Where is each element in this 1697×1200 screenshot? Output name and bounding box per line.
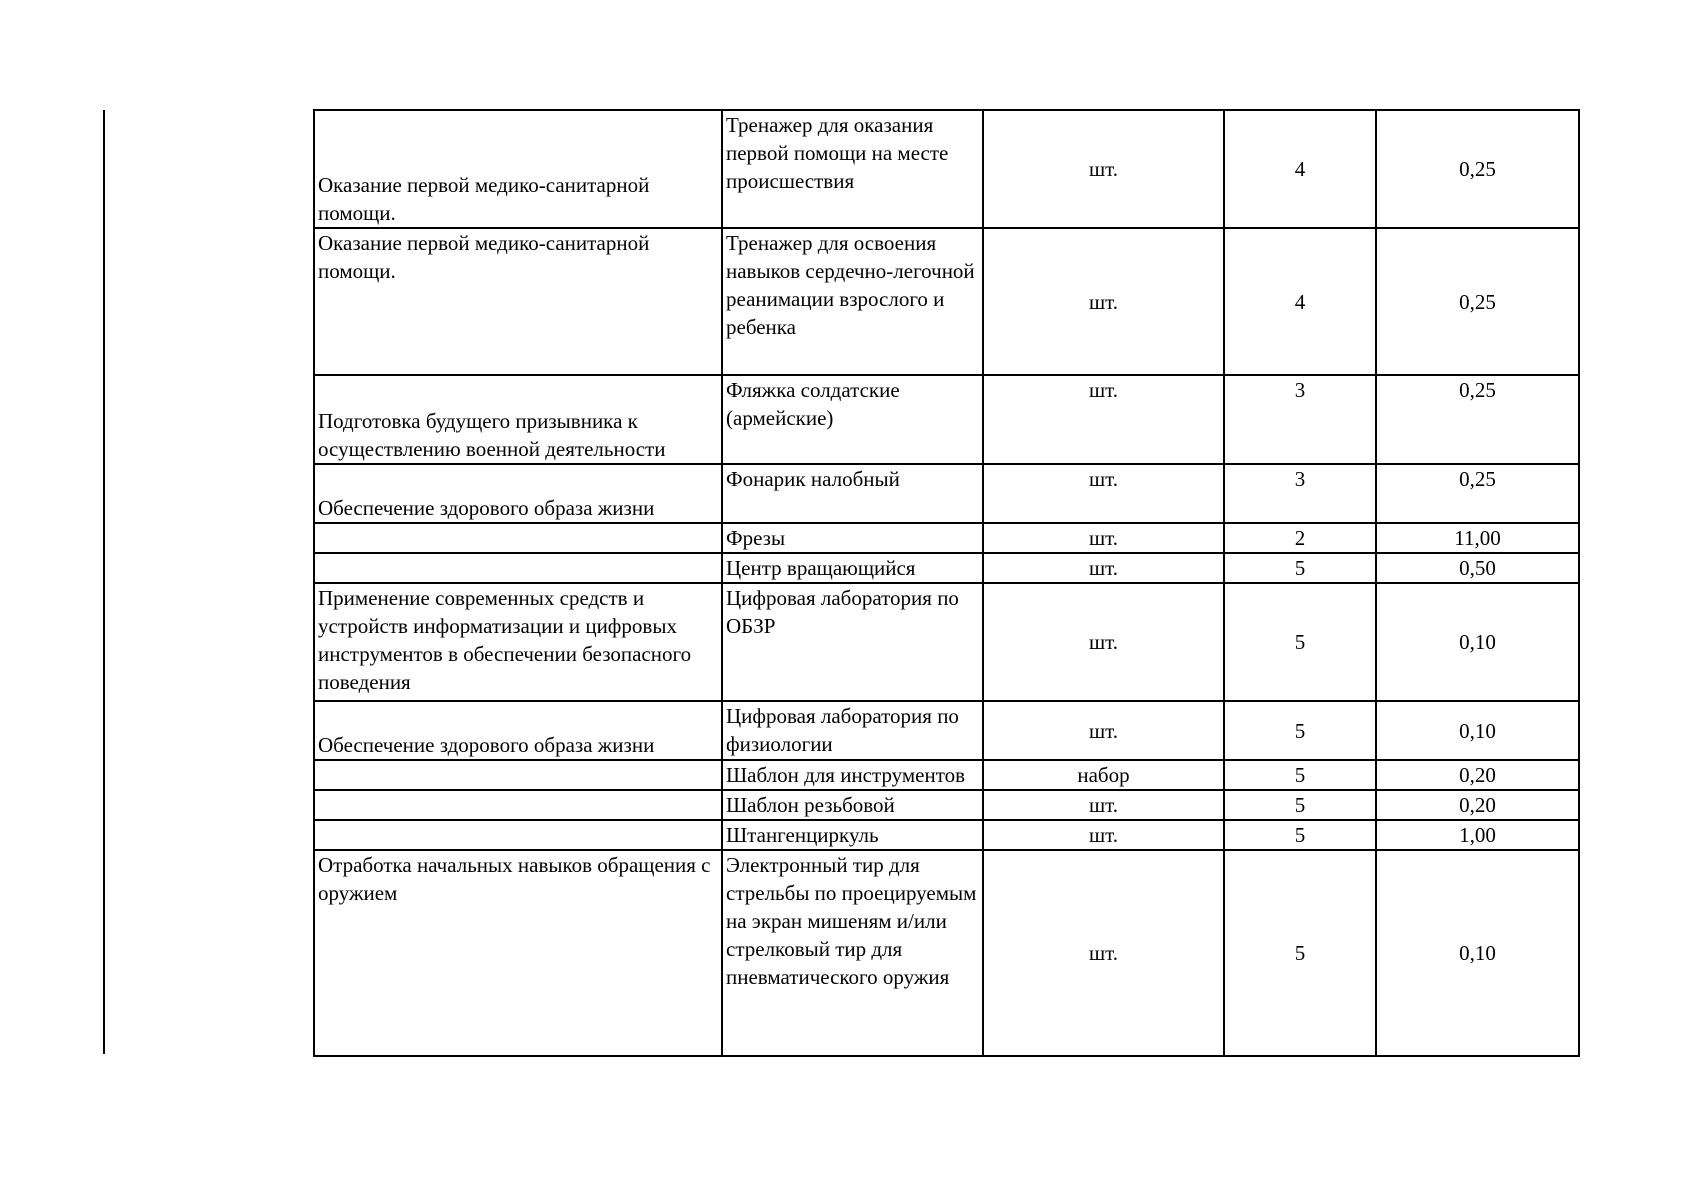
item-name-cell: Тренажер для оказания первой помощи на месте происшествия <box>722 110 983 228</box>
item-name-cell: Фонарик налобный <box>722 464 983 523</box>
item-name-cell: Шаблон для инструментов <box>722 760 983 790</box>
quantity-cell: 5 <box>1224 583 1376 701</box>
category-cell <box>314 523 722 553</box>
item-name-cell: Центр вращающийся <box>722 553 983 583</box>
unit-cell: шт. <box>983 820 1224 850</box>
category-cell: Обеспечение здорового образа жизни <box>314 464 722 523</box>
item-name-cell: Штангенциркуль <box>722 820 983 850</box>
unit-cell: шт. <box>983 790 1224 820</box>
quantity-cell: 4 <box>1224 228 1376 375</box>
quantity-cell: 4 <box>1224 110 1376 228</box>
quantity-cell: 5 <box>1224 553 1376 583</box>
norm-cell: 11,00 <box>1376 523 1579 553</box>
quantity-cell: 3 <box>1224 464 1376 523</box>
table-row <box>314 110 1579 228</box>
table-row <box>314 228 1579 375</box>
norm-cell: 0,20 <box>1376 760 1579 790</box>
quantity-cell: 2 <box>1224 523 1376 553</box>
left-margin-rule <box>103 110 105 1054</box>
table-row <box>314 464 1579 523</box>
category-cell: Оказание первой медико-санитарной помощи. <box>314 110 722 228</box>
quantity-cell: 5 <box>1224 790 1376 820</box>
quantity-cell: 3 <box>1224 375 1376 464</box>
quantity-cell: 5 <box>1224 850 1376 1056</box>
unit-cell: шт. <box>983 464 1224 523</box>
norm-cell: 0,10 <box>1376 850 1579 1056</box>
category-cell <box>314 553 722 583</box>
category-cell: Применение современных средств и устройств информатизации и цифровых инструментов в обеспечении безопасного поведения <box>314 583 722 701</box>
norm-cell: 0,10 <box>1376 583 1579 701</box>
table-row <box>314 523 1579 553</box>
unit-cell: шт. <box>983 228 1224 375</box>
item-name-cell: Цифровая лаборатория по ОБЗР <box>722 583 983 701</box>
unit-cell: шт. <box>983 701 1224 760</box>
item-name-cell: Тренажер для освоения навыков сердечно-легочной реанимации взрослого и ребенка <box>722 228 983 375</box>
norm-cell: 0,25 <box>1376 228 1579 375</box>
norm-cell: 1,00 <box>1376 820 1579 850</box>
table-row <box>314 553 1579 583</box>
category-cell <box>314 820 722 850</box>
norm-cell: 0,25 <box>1376 464 1579 523</box>
unit-cell: шт. <box>983 583 1224 701</box>
norm-cell: 0,50 <box>1376 553 1579 583</box>
table-row <box>314 375 1579 464</box>
unit-cell: шт. <box>983 553 1224 583</box>
unit-cell: шт. <box>983 850 1224 1056</box>
category-cell: Отработка начальных навыков обращения с оружием <box>314 850 722 1056</box>
item-name-cell: Фрезы <box>722 523 983 553</box>
norm-cell: 0,25 <box>1376 375 1579 464</box>
category-cell <box>314 790 722 820</box>
table-row <box>314 760 1579 790</box>
unit-cell: шт. <box>983 110 1224 228</box>
unit-cell: шт. <box>983 523 1224 553</box>
table-row <box>314 850 1579 1056</box>
norm-cell: 0,10 <box>1376 701 1579 760</box>
quantity-cell: 5 <box>1224 701 1376 760</box>
quantity-cell: 5 <box>1224 820 1376 850</box>
norm-cell: 0,25 <box>1376 110 1579 228</box>
quantity-cell: 5 <box>1224 760 1376 790</box>
category-cell: Подготовка будущего призывника к осуществлению военной деятельности <box>314 375 722 464</box>
unit-cell: шт. <box>983 375 1224 464</box>
table-row <box>314 820 1579 850</box>
table-row <box>314 790 1579 820</box>
item-name-cell: Электронный тир для стрельбы по проецируемым на экран мишеням и/или стрелковый тир для пневматического оружия <box>722 850 983 1056</box>
item-name-cell: Фляжка солдатские (армейские) <box>722 375 983 464</box>
norm-cell: 0,20 <box>1376 790 1579 820</box>
item-name-cell: Шаблон резьбовой <box>722 790 983 820</box>
unit-cell: набор <box>983 760 1224 790</box>
table-row <box>314 583 1579 701</box>
table-row <box>314 701 1579 760</box>
category-cell: Обеспечение здорового образа жизни <box>314 701 722 760</box>
category-cell: Оказание первой медико-санитарной помощи. <box>314 228 722 375</box>
item-name-cell: Цифровая лаборатория по физиологии <box>722 701 983 760</box>
category-cell <box>314 760 722 790</box>
equipment-table <box>313 109 1580 1057</box>
